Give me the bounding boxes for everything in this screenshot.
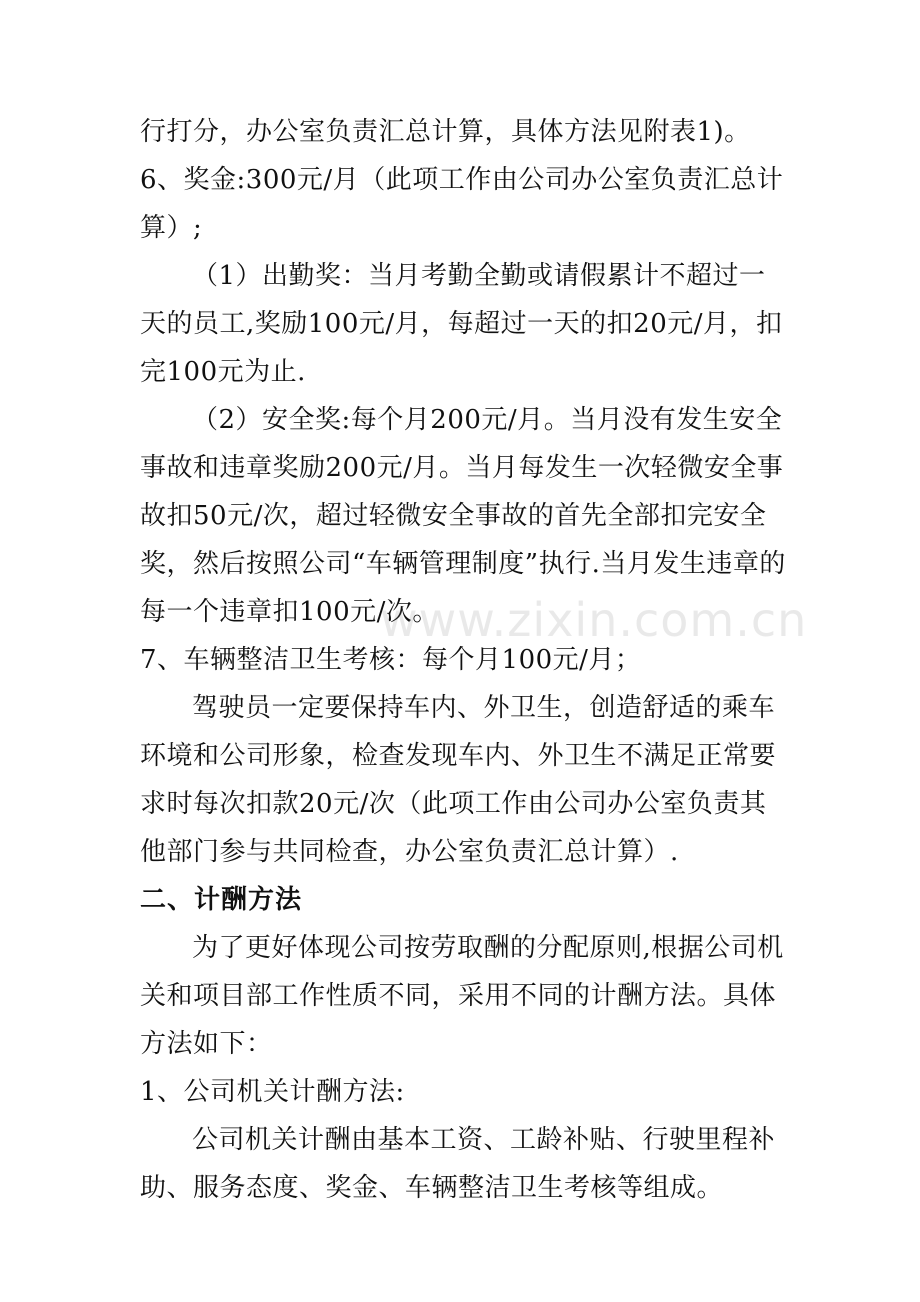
paragraph-head-office-pay-title: 1、公司机关计酬方法: — [140, 1077, 405, 1107]
site-watermark: www.zixin.com.cn — [380, 593, 808, 647]
paragraph-vehicle-cleanliness-title: 7、车辆整洁卫生考核：每个月100元/月； — [140, 645, 642, 675]
paragraph-pay-principle: 为了更好体现公司按劳取酬的分配原则,根据公司机关和项目部工作性质不同，采用不同的计酬方法。具体方法如下： — [140, 933, 784, 1059]
paragraph-vehicle-cleanliness-rules: 驾驶员一定要保持车内、外卫生，创造舒适的乘车环境和公司形象，检查发现车内、外卫生不满足正常要求时每次扣款20元/次（此项工作由公司办公室负责其他部门参与共同检查，办公室负责汇总计算）. — [140, 693, 777, 867]
paragraph-attendance-bonus: （1）出勤奖：当月考勤全勤或请假累计不超过一天的员工,奖励100元/月，每超过一天的扣20元/月，扣完100元为止. — [140, 261, 783, 387]
paragraph-head-office-pay-composition: 公司机关计酬由基本工资、工龄补贴、行驶里程补助、服务态度、奖金、车辆整洁卫生考核等组成。 — [140, 1125, 776, 1203]
paragraph-scoring-note: 行打分，办公室负责汇总计算，具体方法见附表1)。 — [140, 117, 751, 147]
paragraph-bonus-title: 6、奖金:300元/月（此项工作由公司办公室负责汇总计算）; — [140, 165, 784, 243]
section-heading-pay-method: 二、计酬方法 — [140, 885, 303, 915]
document-body — [140, 108, 790, 1212]
paragraph-safety-bonus: （2）安全奖:每个月200元/月。当月没有发生安全事故和违章奖励200元/月。当月每发生一次轻微安全事故扣50元/次，超过轻微安全事故的首先全部扣完安全奖，然后按照公司“车辆管理制度”执行.当月发生违章的每一个违章扣100元/次。 — [140, 405, 786, 627]
